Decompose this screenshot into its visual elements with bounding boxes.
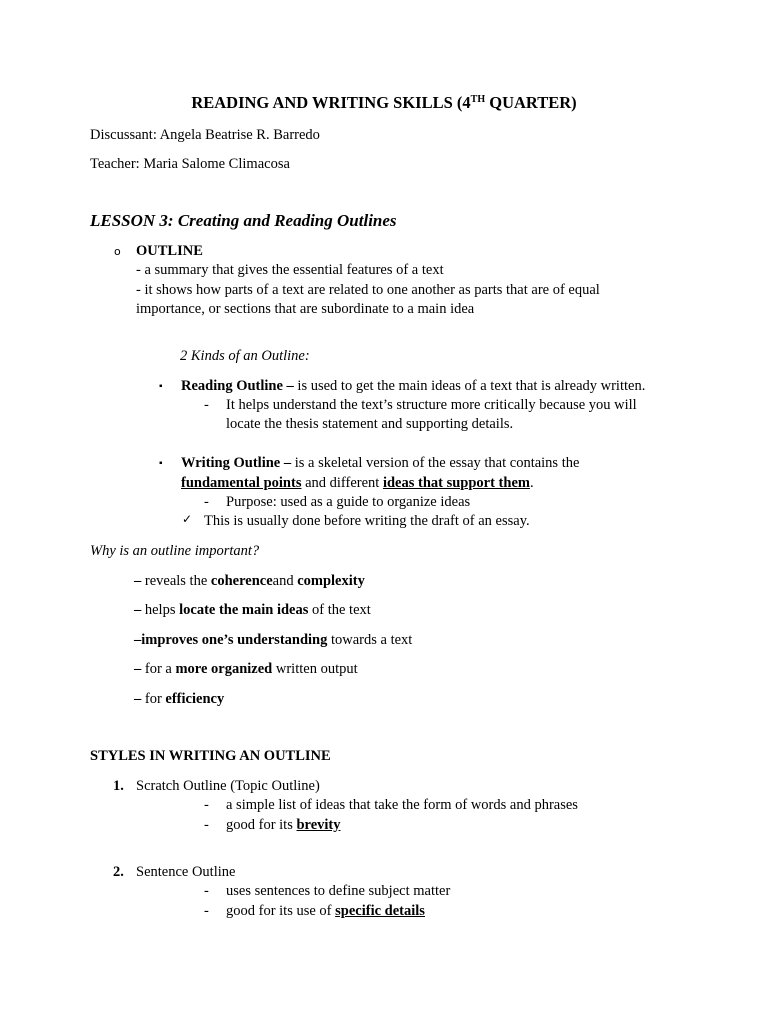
outline-def-2b: importance, or sections that are subordinate to a main idea xyxy=(136,301,475,317)
style2-detail-2: good for its use of specific details xyxy=(226,903,425,919)
reason-4: – for a more organized written output xyxy=(134,661,358,677)
style2-name: Sentence Outline xyxy=(136,864,236,880)
reason-3: –improves one’s understanding towards a text xyxy=(134,632,413,648)
style1-name: Scratch Outline (Topic Outline) xyxy=(136,778,320,794)
style2-dash-2: - xyxy=(204,903,209,919)
styles-heading: STYLES IN WRITING AN OUTLINE xyxy=(90,748,331,764)
kind2-line-2: fundamental points and different ideas that support them. xyxy=(181,475,534,491)
kind2-check-text: This is usually done before writing the draft of an essay. xyxy=(204,513,530,529)
kind1-dash: - xyxy=(204,397,209,413)
kind1-name: Reading Outline – xyxy=(181,378,294,394)
document-title: READING AND WRITING SKILLS (4TH QUARTER) xyxy=(191,93,577,112)
kind1-bullet: ▪ xyxy=(159,381,163,392)
kind1-line xyxy=(181,378,645,395)
teacher-line: Teacher: Maria Salome Climacosa xyxy=(90,156,290,172)
checkmark-icon: ✓ xyxy=(182,512,193,526)
style2-detail-1: uses sentences to define subject matter xyxy=(226,883,451,899)
kind2-line xyxy=(181,455,579,472)
kind2-dash: - xyxy=(204,494,209,510)
kind2-bullet: ▪ xyxy=(159,458,163,469)
reason-5: – for efficiency xyxy=(134,691,225,707)
reason-2: – helps locate the main ideas of the text xyxy=(134,602,371,618)
ideas-support: ideas that support them xyxy=(382,475,530,491)
outline-bullet: o xyxy=(114,245,121,258)
fundamental-points: fundamental points xyxy=(181,475,302,491)
reason-1: – reveals the coherenceand complexity xyxy=(134,573,365,589)
kind2-desc: is a skeletal version of the essay that contains the xyxy=(291,455,580,471)
outline-def-1: - a summary that gives the essential features of a text xyxy=(136,262,444,278)
style1-detail-2: good for its brevity xyxy=(226,817,341,833)
kinds-heading: 2 Kinds of an Outline: xyxy=(180,348,310,364)
outline-heading: OUTLINE xyxy=(136,243,203,259)
style1-dash-2: - xyxy=(204,817,209,833)
lesson-heading: LESSON 3: Creating and Reading Outlines xyxy=(90,211,397,230)
kind2-purpose: Purpose: used as a guide to organize ideas xyxy=(226,494,471,510)
style1-number: 1. xyxy=(113,778,124,794)
outline-def-2a: - it shows how parts of a text are related to one another as parts that are of equal xyxy=(136,282,600,298)
discussant-line: Discussant: Angela Beatrise R. Barredo xyxy=(90,127,320,143)
kind1-sub-a: It helps understand the text’s structure more critically because you will xyxy=(226,397,637,413)
kind1-sub-b: locate the thesis statement and supporting details. xyxy=(226,416,514,432)
why-heading: Why is an outline important? xyxy=(90,543,260,559)
kind1-desc: is used to get the main ideas of a text that is already written. xyxy=(293,378,646,394)
kind2-name: Writing Outline – xyxy=(181,455,292,471)
style1-detail-1: a simple list of ideas that take the form of words and phrases xyxy=(226,797,578,813)
style2-number: 2. xyxy=(113,864,124,880)
style1-dash-1: - xyxy=(204,797,209,813)
style2-dash-1: - xyxy=(204,883,209,899)
